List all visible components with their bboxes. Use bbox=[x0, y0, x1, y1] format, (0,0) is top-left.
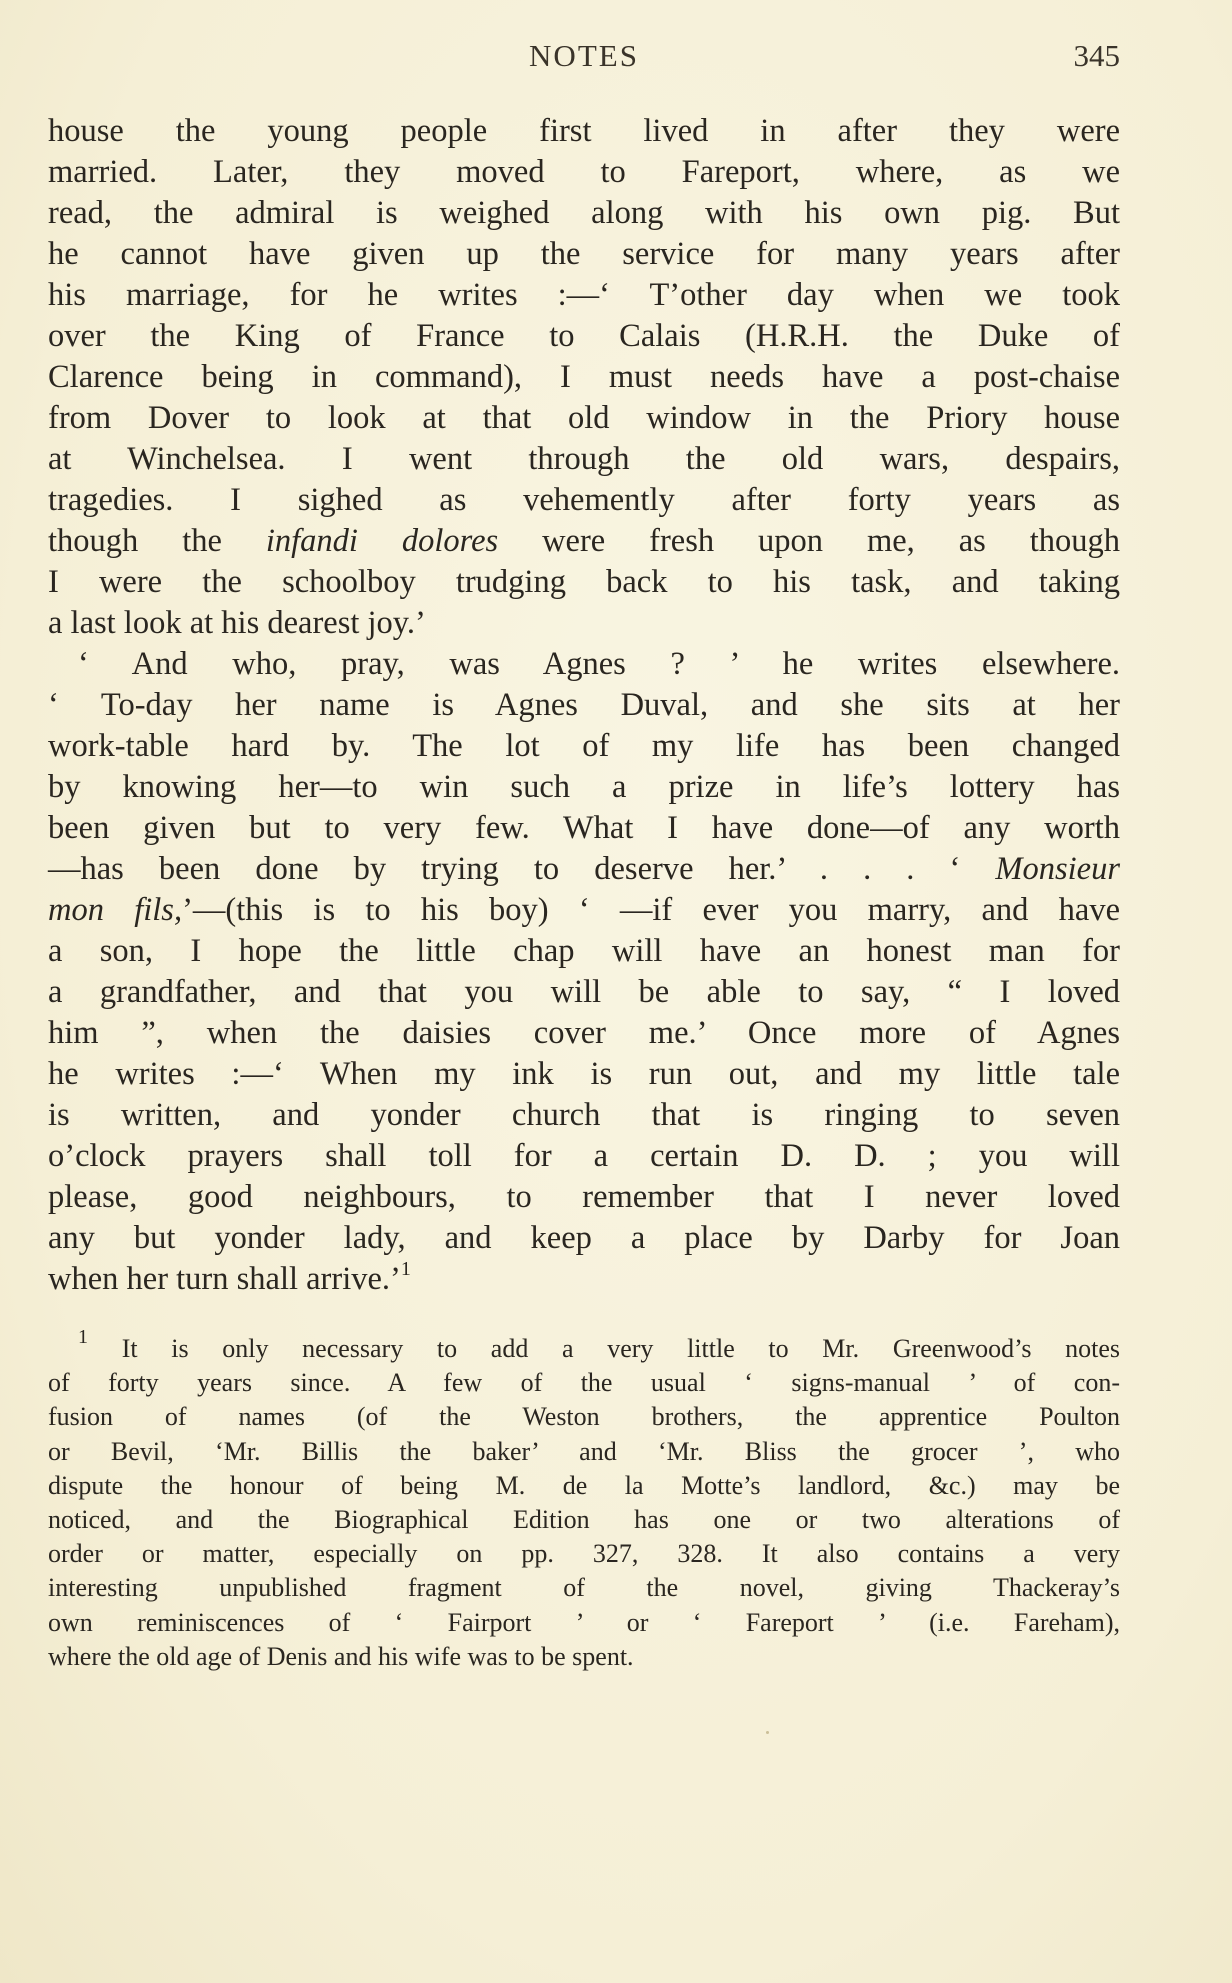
footnote-line-6: noticed, and the Biographical Edition has one or two alterations of bbox=[48, 1504, 1120, 1534]
text-line-2: married. Later, they moved to Fareport, where, as we bbox=[48, 154, 1120, 190]
text-line-11: though the infandi dolores were fresh upon me, as though bbox=[48, 523, 1121, 559]
text-line-4: he cannot have given up the service for many years after bbox=[48, 236, 1120, 272]
footnote-line-9: own reminiscences of ‘ Fairport ’ or ‘ Fareport ’ (i.e. Fareham), bbox=[48, 1607, 1120, 1637]
footnote-line-1-text: It is only necessary to add a very little to Mr. Greenwood’s notes bbox=[121, 1334, 1121, 1363]
page-header bbox=[48, 38, 1120, 78]
text-line-16: work-table hard by. The lot of my life has been changed bbox=[48, 728, 1120, 764]
text-line-29-content: when her turn shall arrive.’ bbox=[48, 1261, 401, 1297]
footnote-line-3: fusion of names (of the Weston brothers, the apprentice Poulton bbox=[48, 1402, 1120, 1432]
text-line-25: is written, and yonder church that is ringing to seven bbox=[48, 1097, 1120, 1133]
text-line-19: —has been done by trying to deserve her.’ . . . ‘ Monsieur bbox=[48, 851, 1120, 887]
text-line-29 bbox=[48, 1259, 1120, 1300]
footnote-line-1 bbox=[48, 1326, 1121, 1366]
footnote-line-2: of forty years since. A few of the usual ‘ signs-manual ’ of con- bbox=[48, 1368, 1120, 1398]
running-title: NOTES bbox=[529, 38, 639, 73]
footnote-reference[interactable]: 1 bbox=[400, 1258, 411, 1280]
footnote-line-5: dispute the honour of being M. de la Motte’s landlord, &c.) may be bbox=[48, 1470, 1120, 1500]
paper-speck bbox=[766, 1731, 769, 1734]
italic-phrase: infandi dolores bbox=[265, 523, 499, 559]
italic-phrase: Monsieur bbox=[995, 851, 1120, 887]
text-line-8: from Dover to look at that old window in the Priory house bbox=[48, 400, 1120, 436]
text-line-28: any but yonder lady, and keep a place by Darby for Joan bbox=[48, 1220, 1120, 1256]
text-line-27: please, good neighbours, to remember that I never loved bbox=[48, 1179, 1120, 1215]
text-line-26: o’clock prayers shall toll for a certain D. D. ; you will bbox=[48, 1138, 1120, 1174]
text-line-21: a son, I hope the little chap will have an honest man for bbox=[48, 933, 1120, 969]
text-line-3: read, the admiral is weighed along with his own pig. But bbox=[48, 195, 1120, 231]
text-line-18: been given but to very few. What I have done—of any worth bbox=[48, 810, 1120, 846]
text-line-15: ‘ To-day her name is Agnes Duval, and she sits at her bbox=[48, 687, 1120, 723]
footnote-line-8: interesting unpublished fragment of the novel, giving Thackeray’s bbox=[48, 1573, 1120, 1603]
main-text bbox=[48, 111, 1120, 1300]
text-line-7: Clarence being in command), I must needs have a post-chaise bbox=[48, 359, 1120, 395]
text-line-10: tragedies. I sighed as vehemently after forty years as bbox=[48, 482, 1120, 518]
text-line-12: I were the schoolboy trudging back to his task, and taking bbox=[48, 564, 1120, 600]
italic-phrase: mon fils, bbox=[48, 892, 183, 928]
text-line-13: a last look at his dearest joy.’ bbox=[48, 605, 426, 641]
text-line-17: by knowing her—to win such a prize in life’s lottery has bbox=[48, 769, 1120, 805]
footnote-line-4: or Bevil, ‘Mr. Billis the baker’ and ‘Mr. Bliss the grocer ’, who bbox=[48, 1436, 1120, 1466]
text-line-23: him ”, when the daisies cover me.’ Once more of Agnes bbox=[48, 1015, 1120, 1051]
text-line-6: over the King of France to Calais (H.R.H. the Duke of bbox=[48, 318, 1120, 354]
footnote-marker: 1 bbox=[78, 1326, 88, 1348]
text-line-20: mon fils,’—(this is to his boy) ‘ —if ever you marry, and have bbox=[48, 892, 1120, 928]
text-line-9: at Winchelsea. I went through the old wars, despairs, bbox=[48, 441, 1120, 477]
footnote-line-7: order or matter, especially on pp. 327, 328. It also contains a very bbox=[48, 1539, 1120, 1569]
footnote bbox=[48, 1326, 1121, 1674]
page-number: 345 bbox=[1073, 38, 1120, 73]
text-line-24: he writes :—‘ When my ink is run out, and my little tale bbox=[48, 1056, 1120, 1092]
text-line-5: his marriage, for he writes :—‘ T’other day when we took bbox=[48, 277, 1120, 313]
text-line-14: ‘ And who, pray, was Agnes ? ’ he writes elsewhere. bbox=[78, 646, 1120, 682]
text-line-22: a grandfather, and that you will be able to say, “ I loved bbox=[48, 974, 1120, 1010]
text-line-1: house the young people first lived in after they were bbox=[48, 113, 1120, 149]
footnote-line-10: where the old age of Denis and his wife was to be spent. bbox=[48, 1641, 634, 1671]
